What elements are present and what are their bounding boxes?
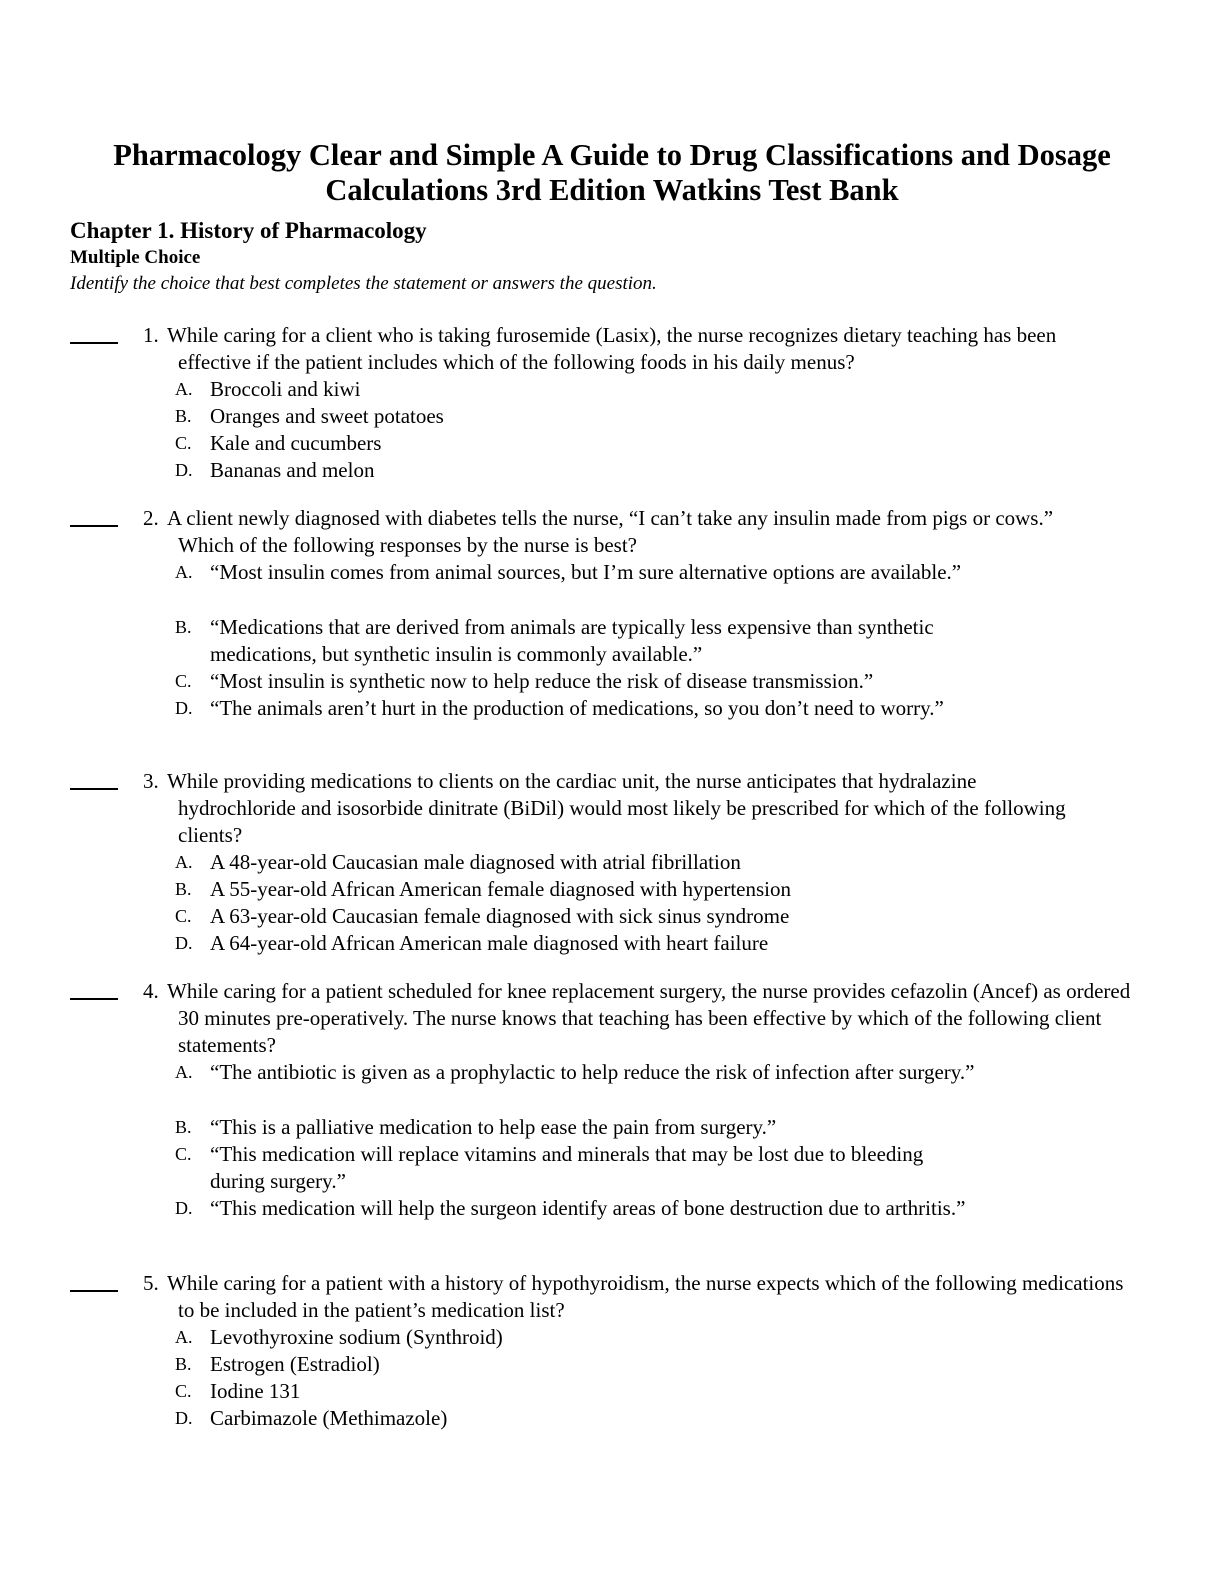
choice-letter: A. [175, 379, 193, 399]
answer-blank[interactable] [70, 788, 118, 790]
choice-text: A 64-year-old African American male diagnosed with heart failure [210, 931, 769, 955]
choice-letter: B. [175, 1354, 192, 1374]
choice-text: A 48-year-old Caucasian male diagnosed with atrial fibrillation [210, 850, 741, 874]
choice-letter: B. [175, 879, 192, 899]
instructions-text: Identify the choice that best completes the statement or answers the question. [70, 273, 657, 294]
question-stem: While caring for a client who is taking furosemide (Lasix), the nurse recognizes dietary teaching has been effective if the patient includes which of the following foods in his daily menus? [167, 323, 1057, 374]
choice-text: Iodine 131 [210, 1379, 301, 1403]
answer-blank[interactable] [70, 525, 118, 527]
choice-text: “Most insulin is synthetic now to help reduce the risk of disease transmission.” [210, 669, 874, 693]
question-number: 1. [143, 323, 159, 347]
choice-text: Carbimazole (Methimazole) [210, 1406, 448, 1430]
choice-letter: A. [175, 1327, 193, 1347]
choice-letter: C. [175, 906, 192, 926]
choice-letter: C. [175, 433, 192, 453]
choice-text: “The antibiotic is given as a prophylactic to help reduce the risk of infection after surgery.” [210, 1060, 975, 1084]
choice-text: Kale and cucumbers [210, 431, 382, 455]
choice-text: “The animals aren’t hurt in the production of medications, so you don’t need to worry.” [210, 696, 944, 720]
choice-letter: C. [175, 1144, 192, 1164]
question-number: 3. [143, 769, 159, 793]
answer-blank[interactable] [70, 342, 118, 344]
choice-text: “Most insulin comes from animal sources, but I’m sure alternative options are available.” [210, 560, 962, 584]
choice-letter: B. [175, 406, 192, 426]
choice-letter: A. [175, 562, 193, 582]
chapter-heading: Chapter 1. History of Pharmacology [70, 218, 427, 243]
choice-text: Estrogen (Estradiol) [210, 1352, 380, 1376]
answer-blank[interactable] [70, 998, 118, 1000]
choice-letter: D. [175, 1408, 193, 1428]
question-stem: A client newly diagnosed with diabetes tells the nurse, “I can’t take any insulin made from pigs or cows.” Which of the following responses by the nurse is best? [167, 506, 1054, 557]
choice-letter: D. [175, 933, 193, 953]
question-stem: While caring for a patient with a history of hypothyroidism, the nurse expects which of the following medications to be included in the patient’s medication list? [167, 1271, 1124, 1322]
choice-text: Levothyroxine sodium (Synthroid) [210, 1325, 503, 1349]
question-number: 5. [143, 1271, 159, 1295]
question-stem: While caring for a patient scheduled for knee replacement surgery, the nurse provides cefazolin (Ancef) as ordered 30 minutes pre-operatively. The nurse knows that teaching has been effective by which of the following client statements? [167, 979, 1131, 1057]
section-heading: Multiple Choice [70, 247, 201, 268]
choice-text: “This is a palliative medication to help ease the pain from surgery.” [210, 1115, 777, 1139]
choice-text: “This medication will help the surgeon identify areas of bone destruction due to arthritis.” [210, 1196, 966, 1220]
choice-letter: D. [175, 460, 193, 480]
choice-letter: C. [175, 671, 192, 691]
choice-text: “This medication will replace vitamins and minerals that may be lost due to bleeding during surgery.” [210, 1142, 924, 1193]
choice-text: “Medications that are derived from animals are typically less expensive than synthetic medications, but synthetic insulin is commonly available.” [210, 615, 934, 666]
choice-text: Oranges and sweet potatoes [210, 404, 444, 428]
question-stem: While providing medications to clients on the cardiac unit, the nurse anticipates that hydralazine hydrochloride and isosorbide dinitrate (BiDil) would most likely be prescribed for which of the following clients? [167, 769, 1066, 847]
choice-text: A 63-year-old Caucasian female diagnosed with sick sinus syndrome [210, 904, 790, 928]
choice-letter: D. [175, 1198, 193, 1218]
choice-letter: A. [175, 1062, 193, 1082]
question-number: 2. [143, 506, 159, 530]
choice-letter: B. [175, 1117, 192, 1137]
choice-letter: D. [175, 698, 193, 718]
choice-letter: A. [175, 852, 193, 872]
choice-letter: B. [175, 617, 192, 637]
answer-blank[interactable] [70, 1290, 118, 1292]
document-title: Pharmacology Clear and Simple A Guide to Drug Classifications and Dosage Calculations 3rd Edition Watkins Test Bank [113, 138, 1111, 207]
choice-text: A 55-year-old African American female diagnosed with hypertension [210, 877, 791, 901]
choice-text: Broccoli and kiwi [210, 377, 361, 401]
choice-text: Bananas and melon [210, 458, 375, 482]
question-number: 4. [143, 979, 159, 1003]
choice-letter: C. [175, 1381, 192, 1401]
